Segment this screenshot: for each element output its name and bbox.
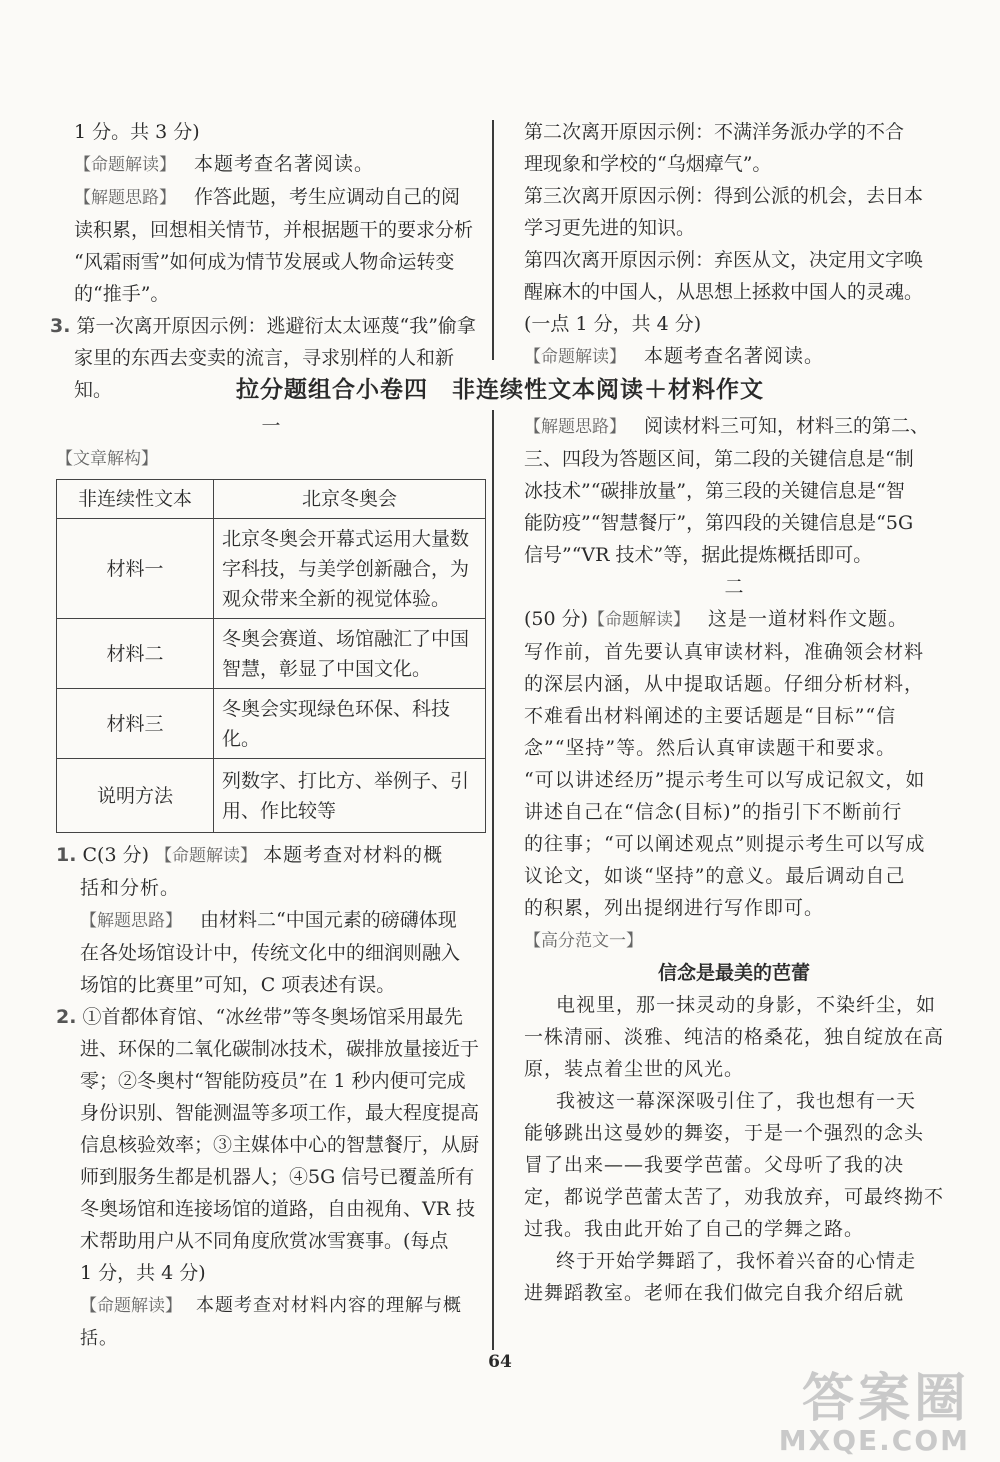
table-cell: 材料三 (57, 689, 214, 759)
watermark-text: 答案圈 (801, 1369, 970, 1429)
text-line: 醒麻木的中国人，从思想上拯救中国人的灵魂。 (524, 281, 924, 303)
text-line: 本题考查对材料内容的理解与概括。 (80, 1295, 462, 1349)
text-line: 电视里，那一抹灵动的身影，不染纤尘，如 (556, 994, 937, 1016)
text-line: 本题考查名著阅读。 (194, 153, 375, 175)
tag-label: 【解题思路】 (524, 417, 626, 437)
text-line: 括和分析。 (80, 877, 181, 899)
text-line: 进舞蹈教室。老师在我们做完自我介绍后就 (524, 1282, 905, 1304)
tag-label: 【命题解读】 (155, 846, 258, 866)
text-line: 信息核验效率；③主媒体中心的智慧餐厅，从厨 (80, 1134, 480, 1156)
tag-label: 【高分范文一】 (524, 931, 643, 951)
section-title: 拉分题组合小卷四 非连续性文本阅读＋材料作文 (236, 377, 764, 403)
text-line: 信号”“VR 技术”等，据此提炼概括即可。 (524, 544, 873, 566)
text-line: 冰技术”“碳排放量”，第三段的关键信息是“智 (524, 480, 905, 502)
text-line: 第一次离开原因示例：逃避衍太太诬蔑“我”偷拿 (76, 315, 476, 337)
text-line: 在各处场馆设计中，传统文化中的细润则融入 (80, 942, 461, 964)
text-line: 冬奥场馆和连接场馆的道路，自由视角、VR 技 (80, 1198, 476, 1220)
text-line: 终于开始学舞蹈了，我怀着兴奋的心情走 (556, 1250, 917, 1272)
structure-table (56, 479, 486, 833)
text-line: 1 分。共 3 分) (74, 121, 200, 143)
text-line: 本题考查名著阅读。 (644, 345, 825, 367)
top-left-column (50, 116, 484, 406)
table-header: 北京冬奥会 (214, 480, 486, 519)
text-line: 学习更先进的知识。 (524, 217, 696, 239)
text-line: 冒了出来——我要学芭蕾。父母听了我的决 (524, 1154, 905, 1176)
top-right-column (524, 116, 944, 373)
text-line: 零；②冬奥村“智能防疫员”在 1 秒内便可完成 (80, 1070, 466, 1092)
text-line: 由材料二“中国元素的磅礴体现 (200, 909, 457, 931)
text-line: (一点 1 分，共 4 分) (524, 313, 702, 335)
text-line: 写作前，首先要认真审读材料，准确领会材料 (524, 641, 925, 663)
text-line: 术帮助用户从不同角度欣赏冰雪赛事。(每点 (80, 1230, 449, 1252)
text-line: 的往事；“可以阐述观点”则提示考生可以写成 (524, 833, 926, 855)
table-cell: 材料一 (57, 519, 214, 619)
text-line: 我被这一幕深深吸引住了，我也想有一天 (556, 1090, 917, 1112)
page-number: 64 (488, 1352, 512, 1372)
part-number: 二 (724, 576, 744, 598)
text-line: 理现象和学校的“乌烟瘴气”。 (524, 153, 772, 175)
tag-label: 【命题解读】 (524, 347, 626, 367)
text-line: 讲述自己在“信念(目标)”的指引下不断前行 (524, 801, 903, 823)
text-line: 家里的东西去变卖的流言，寻求别样的人和新知。 (74, 347, 455, 401)
text-line: 第四次离开原因示例：弃医从文，决定用文字唤 (524, 249, 924, 271)
text-line: 场馆的比赛里”可知，C 项表述有误。 (80, 974, 396, 996)
answer-text: C(3 分) (82, 844, 149, 866)
text-line: 1 分，共 4 分) (80, 1262, 206, 1284)
text-line: 这是一道材料作文题。 (708, 608, 909, 630)
text-line: 三、四段为答题区间，第二段的关键信息是“制 (524, 448, 914, 470)
text-line: 进、环保的二氧化碳制冰技术，碳排放量接近于 (80, 1038, 480, 1060)
table-cell: 说明方法 (57, 759, 214, 833)
tag-label: 【解题思路】 (74, 188, 176, 208)
text-line: 作答此题，考生应调动自己的阅 (194, 186, 461, 208)
right-column (524, 410, 944, 1309)
column-divider (492, 120, 494, 360)
table-cell: 列数字、打比方、举例子、引用、作比较等 (214, 759, 486, 833)
watermark-logo (778, 1369, 970, 1457)
text-line: 读积累，回想相关情节，并根据题干的要求分析 (74, 219, 474, 241)
table-cell: 冬奥会赛道、场馆融汇了中国智慧，彰显了中国文化。 (214, 619, 486, 689)
text-line: 念”“坚持”等。然后认真审读题干和要求。 (524, 737, 897, 759)
part-number: 一 (261, 415, 281, 437)
text-line: 一株清丽、淡雅、纯洁的格桑花，独自绽放在高 (524, 1026, 945, 1048)
watermark-url: MXQE.COM (778, 1424, 970, 1457)
table-cell: 冬奥会实现绿色环保、科技化。 (214, 689, 486, 759)
table-cell: 材料二 (57, 619, 214, 689)
text-line: 第二次离开原因示例：不满洋务派办学的不合 (524, 121, 905, 143)
essay-title: 信念是最美的芭蕾 (657, 962, 810, 984)
text-line: 师到服务生都是机器人；④5G 信号已覆盖所有 (80, 1166, 475, 1188)
text-line: “风霜雨雪”如何成为情节发展或人物命运转变 (74, 251, 455, 273)
tag-label: 【命题解读】 (80, 1296, 182, 1316)
left-column (56, 410, 486, 1355)
table-header: 非连续性文本 (57, 480, 214, 519)
score-text: (50 分) (524, 608, 589, 630)
text-line: 定，都说学芭蕾太苦了，劝我放弃，可最终拗不 (524, 1186, 945, 1208)
text-line: 的“推手”。 (74, 283, 170, 305)
text-line: “可以讲述经历”提示考生可以写成记叙文，如 (524, 769, 926, 791)
tag-label: 【命题解读】 (588, 610, 691, 630)
text-line: 能够跳出这曼妙的舞姿，于是一个强烈的念头 (524, 1122, 925, 1144)
tag-label: 【命题解读】 (74, 155, 176, 175)
text-line: 能防疫”“智慧餐厅”，第四段的关键信息是“5G (524, 512, 914, 534)
text-line: 过我。我由此开始了自己的学舞之路。 (524, 1218, 865, 1240)
tag-label: 【文章解构】 (56, 449, 158, 469)
question-number: 1. (56, 844, 77, 866)
text-line: 阅读材料三可知，材料三的第二、 (644, 415, 930, 437)
question-number: 2. (56, 1006, 77, 1028)
text-line: 第三次离开原因示例：得到公派的机会，去日本 (524, 185, 924, 207)
answers-block (56, 839, 486, 1355)
column-divider (492, 410, 494, 1350)
text-line: ①首都体育馆、“冰丝带”等冬奥场馆采用最先 (82, 1006, 463, 1028)
text-line: 不难看出材料阐述的主要话题是“目标”“信 (524, 705, 897, 727)
text-line: 本题考查对材料的概 (263, 844, 444, 866)
text-line: 的深层内涵，从中提取话题。仔细分析材料， (524, 673, 925, 695)
text-line: 原，装点着尘世的风光。 (524, 1058, 745, 1080)
text-line: 的积累，列出提纲进行写作即可。 (524, 897, 825, 919)
tag-label: 【解题思路】 (80, 911, 182, 931)
question-number: 3. (50, 315, 71, 337)
table-cell: 北京冬奥会开幕式运用大量数字科技，与美学创新融合，为观众带来全新的视觉体验。 (214, 519, 486, 619)
text-line: 议论文，如谈“坚持”的意义。最后调动自己 (524, 865, 906, 887)
text-line: 身份识别、智能测温等多项工作，最大程度提高 (80, 1102, 480, 1124)
